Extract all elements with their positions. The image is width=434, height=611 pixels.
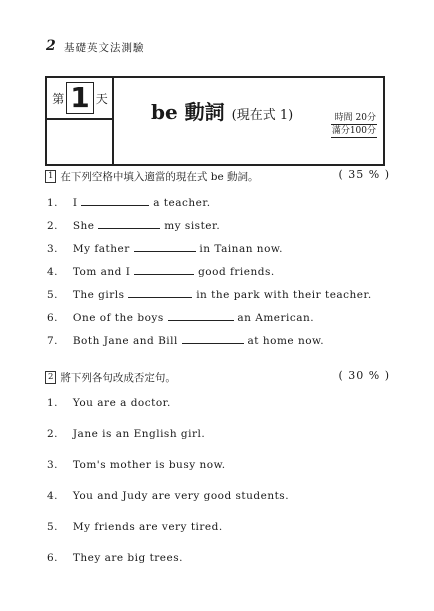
answer-blank[interactable] bbox=[134, 264, 194, 275]
box-divider bbox=[112, 78, 114, 164]
exercise-item: 6. They are big trees. bbox=[47, 552, 183, 564]
day-badge bbox=[49, 82, 111, 114]
section-2-heading bbox=[45, 370, 390, 385]
answer-blank[interactable] bbox=[98, 218, 160, 229]
day-suffix: 天 bbox=[95, 91, 108, 106]
answer-blank[interactable] bbox=[128, 287, 192, 298]
box-divider bbox=[47, 118, 112, 120]
exercise-item: 1. I a teacher. bbox=[47, 197, 211, 209]
exercise-item: 6. One of the boys an American. bbox=[47, 312, 315, 324]
day-prefix: 第 bbox=[52, 91, 65, 106]
exercise-item: 4. Tom and I good friends. bbox=[47, 266, 275, 278]
section-number: 2 bbox=[45, 371, 56, 384]
lesson-header-box bbox=[45, 76, 385, 166]
section-instruction: 在下列空格中填入適當的現在式 be 動詞。 bbox=[60, 171, 259, 183]
lesson-subtitle: (現在式 1) bbox=[231, 108, 294, 123]
section-instruction: 將下列各句改成否定句。 bbox=[60, 372, 176, 384]
exercise-item: 2. Jane is an English girl. bbox=[47, 428, 206, 440]
answer-blank[interactable] bbox=[168, 310, 234, 321]
section-percent: ( 35 % ) bbox=[338, 168, 390, 181]
exercise-item: 2. She my sister. bbox=[47, 220, 221, 232]
exercise-item: 3. Tom's mother is busy now. bbox=[47, 459, 226, 471]
lesson-meta bbox=[331, 112, 377, 138]
lesson-title-main: be 動詞 bbox=[151, 100, 225, 124]
exercise-item: 7. Both Jane and Bill at home now. bbox=[47, 335, 325, 347]
day-number: 1 bbox=[66, 82, 93, 114]
full-score: 滿分100分 bbox=[331, 126, 376, 136]
lesson-title bbox=[151, 96, 293, 125]
answer-blank[interactable] bbox=[81, 195, 149, 206]
book-title: 基礎英文法測驗 bbox=[64, 42, 145, 54]
section-number: 1 bbox=[45, 170, 56, 183]
time-limit: 時間 20分 bbox=[331, 112, 377, 125]
page-number: 2 bbox=[46, 38, 56, 54]
exercise-item: 3. My father in Tainan now. bbox=[47, 243, 283, 255]
section-percent: ( 30 % ) bbox=[338, 369, 390, 382]
exercise-item: 5. My friends are very tired. bbox=[47, 521, 223, 533]
answer-blank[interactable] bbox=[182, 333, 244, 344]
section-1-heading bbox=[45, 169, 390, 184]
exercise-item: 5. The girls in the park with their teacher. bbox=[47, 289, 372, 301]
answer-blank[interactable] bbox=[134, 241, 196, 252]
exercise-item: 1. You are a doctor. bbox=[47, 397, 171, 409]
exercise-item: 4. You and Judy are very good students. bbox=[47, 490, 290, 502]
